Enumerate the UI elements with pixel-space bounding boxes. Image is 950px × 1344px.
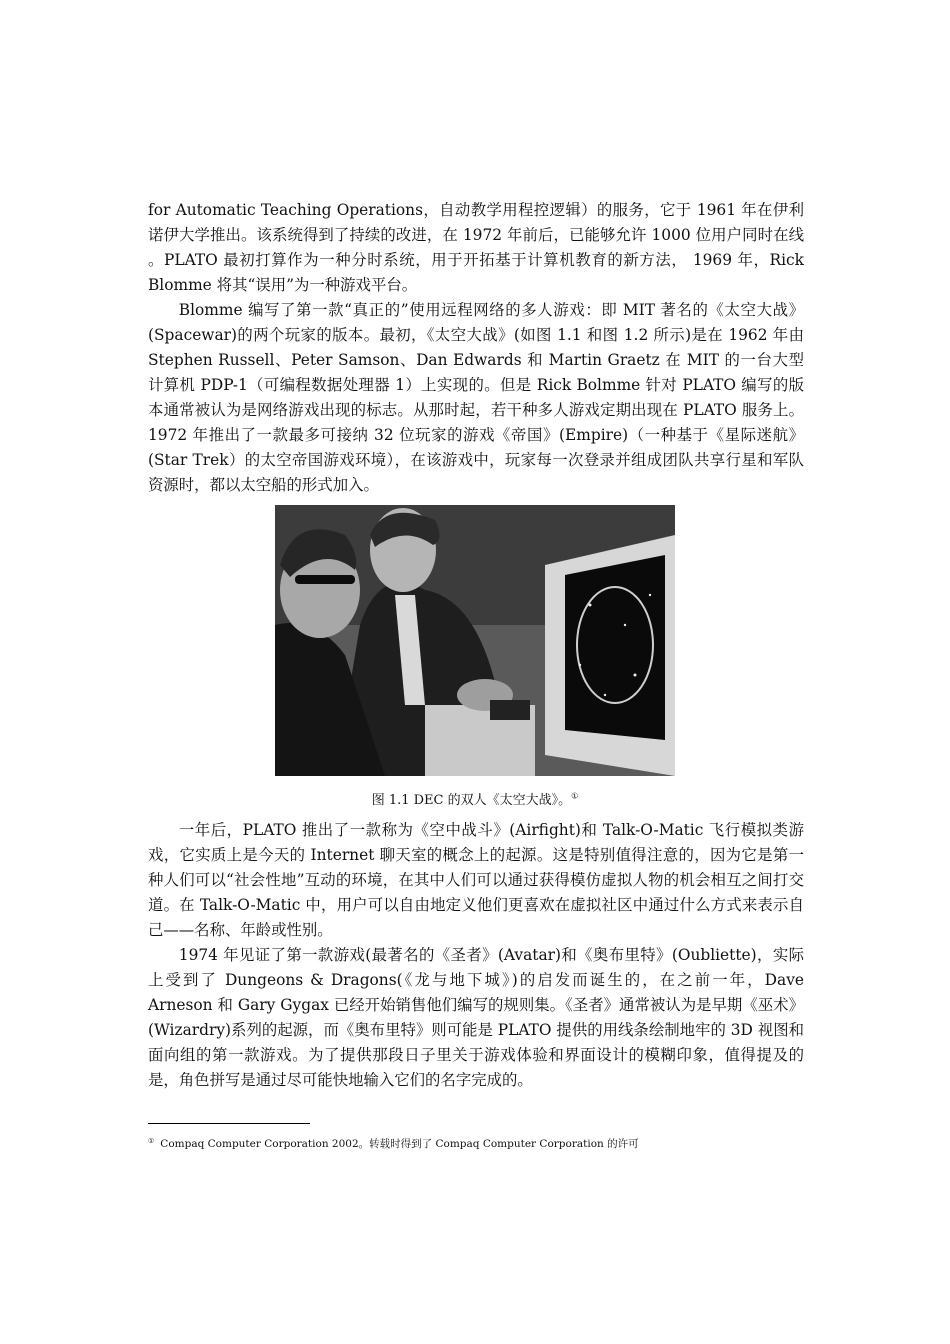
- figure-note-mark: ①: [571, 791, 579, 801]
- paragraph-spacewar: Blomme 编写了第一款“真正的”使用远程网络的多人游戏：即 MIT 著名的《太空大战》(Spacewar)的两个玩家的版本。最初，《太空大战》(如图 1.1 和图 1.2 所示)是在 1962 年由 Stephen Russell、Peter Samson、Dan Edwards 和 Martin Graetz 在 MIT 的一台大型计算机 PDP-1（可编程数据处理器 1）上实现的。但是 Rick Bolmme 针对 PLATO 编写的版本通常被认为是网络游戏出现的标志。从那时起，若干种多人游戏定期出现在 PLATO 服务上。1972 年推出了一款最多可接纳 32 位玩家的游戏《帝国》(Empire)（一种基于《星际迷航》(Star Trek）的太空帝国游戏环境），在该游戏中，玩家每一次登录并组成团队共享行星和军队资源时，都以太空船的形式加入。: [148, 301, 804, 494]
- body-text-bottom: [148, 818, 804, 1093]
- footnote-separator: [148, 1123, 310, 1124]
- footnote-text: Compaq Computer Corporation 2002。转载时得到了 Compaq Computer Corporation 的许可: [160, 1138, 639, 1150]
- paragraph-plato-intro: for Automatic Teaching Operations，自动教学用程控逻辑）的服务，它于 1961 年在伊利诺伊大学推出。该系统得到了持续的改进，在 1972 年前后，已能够允许 1000 位用户同时在线 。PLATO 最初打算作为一种分时系统，用于开拓基于计算机教育的新方法， 1969 年，Rick Blomme 将其“误用”为一种游戏平台。: [148, 201, 804, 294]
- paragraph-talk-o-matic: 一年后，PLATO 推出了一款称为《空中战斗》(Airfight)和 Talk-O-Matic 飞行模拟类游戏，它实质上是今天的 Internet 聊天室的概念上的起源。这是特别值得注意的，因为它是第一种人们可以“社会性地”互动的环境，在其中人们可以通过获得模仿虚拟人物的机会相互之间打交道。在 Talk-O-Matic 中，用户可以自由地定义他们更喜欢在虚拟社区中通过什么方式来表示自己——名称、年龄或性别。: [148, 821, 804, 939]
- figure-caption-text: 图 1.1 DEC 的双人《太空大战》。: [371, 793, 572, 808]
- body-text-top: [148, 198, 804, 498]
- figure-caption: [0, 789, 950, 808]
- footnote: [148, 1136, 848, 1151]
- footnote-mark: ①: [148, 1136, 155, 1145]
- figure-spacewar-photo: [275, 505, 675, 776]
- paragraph-1974-games: 1974 年见证了第一款游戏(最著名的《圣者》(Avatar)和《奥布里特》(Oubliette)，实际上受到了 Dungeons & Dragons(《龙与地下城》)的启发而诞生的，在之前一年，Dave Arneson 和 Gary Gygax 已经开始销售他们编写的规则集。《圣者》通常被认为是早期《巫术》(Wizardry)系列的起源，而《奥布里特》则可能是 PLATO 提供的用线条绘制地牢的 3D 视图和面向组的第一款游戏。为了提供那段日子里关于游戏体验和界面设计的模糊印象，值得提及的是，角色拼写是通过尽可能快地输入它们的名字完成的。: [148, 946, 804, 1089]
